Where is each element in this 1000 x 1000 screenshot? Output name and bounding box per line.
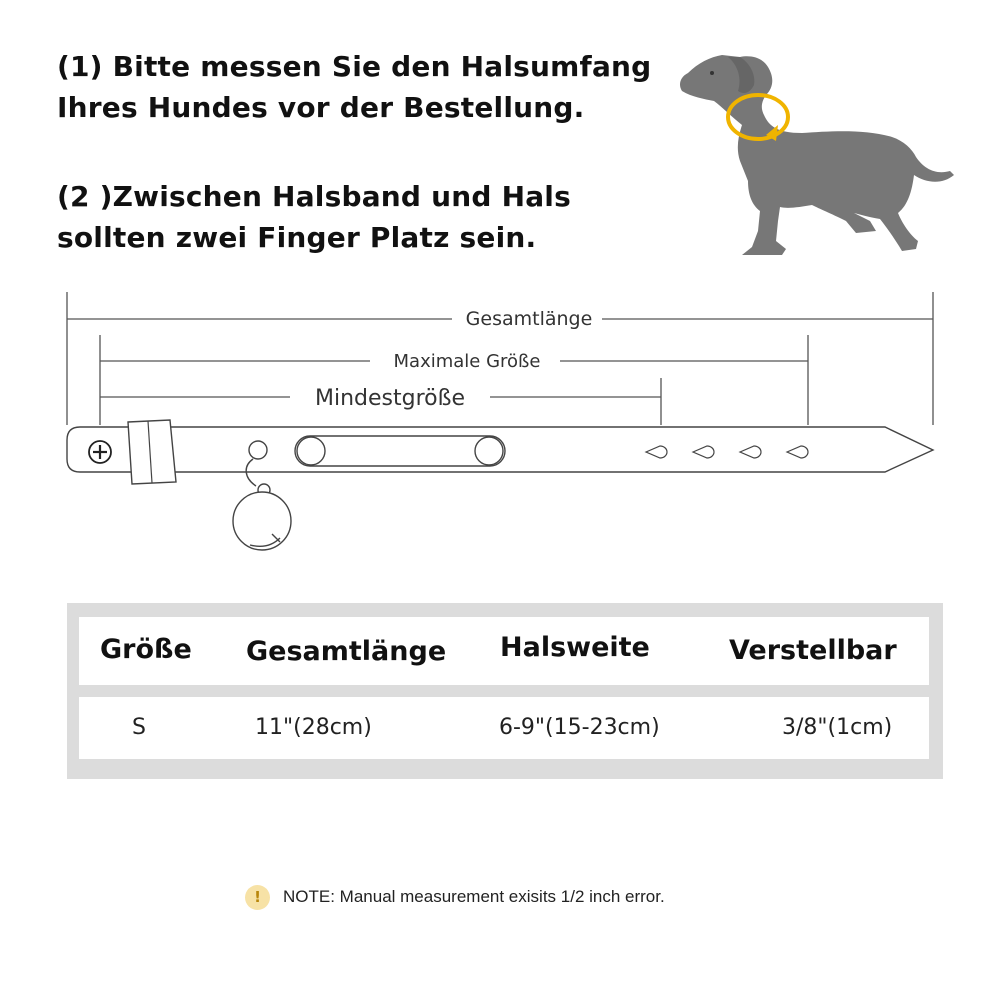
instruction-2-line-1: (2 )Zwischen Halsband und Hals [57, 180, 571, 213]
table-header-row [79, 617, 929, 685]
header-neck-width: Halsweite [500, 632, 650, 663]
cell-adjustable: 3/8"(1cm) [782, 715, 893, 740]
instruction-1 [57, 46, 651, 128]
table-row [79, 697, 929, 759]
size-table [67, 603, 943, 779]
max-size-label: Maximale Größe [393, 351, 541, 372]
name-plate [295, 436, 505, 466]
cell-size: S [132, 715, 146, 740]
tag-ring-hole [249, 441, 267, 459]
cell-total-length: 11"(28cm) [255, 715, 372, 740]
note-text: NOTE: Manual measurement exisits 1/2 inch error. [283, 887, 665, 906]
name-plate-rivet-right [475, 437, 503, 465]
instruction-2 [57, 176, 571, 258]
name-plate-rivet-left [297, 437, 325, 465]
dog-eye [710, 71, 714, 75]
instruction-2-line-2: sollten zwei Finger Platz sein. [57, 221, 537, 254]
instruction-1-line-2: Ihres Hundes vor der Bestellung. [57, 91, 585, 124]
dog-illustration [670, 45, 970, 265]
total-length-label: Gesamtlänge [465, 308, 593, 330]
header-adjustable: Verstellbar [729, 635, 897, 666]
collar-diagram [0, 280, 1000, 580]
header-total-length: Gesamtlänge [246, 636, 447, 667]
cell-neck-width: 6-9"(15-23cm) [499, 715, 660, 740]
min-size-label: Mindestgröße [314, 386, 466, 411]
warning-icon: ! [245, 885, 270, 910]
instruction-1-line-1: (1) Bitte messen Sie den Halsumfang [57, 50, 652, 83]
note [245, 884, 665, 910]
dog-silhouette [680, 55, 954, 255]
header-size: Größe [100, 634, 192, 665]
screw-icon [89, 441, 111, 463]
